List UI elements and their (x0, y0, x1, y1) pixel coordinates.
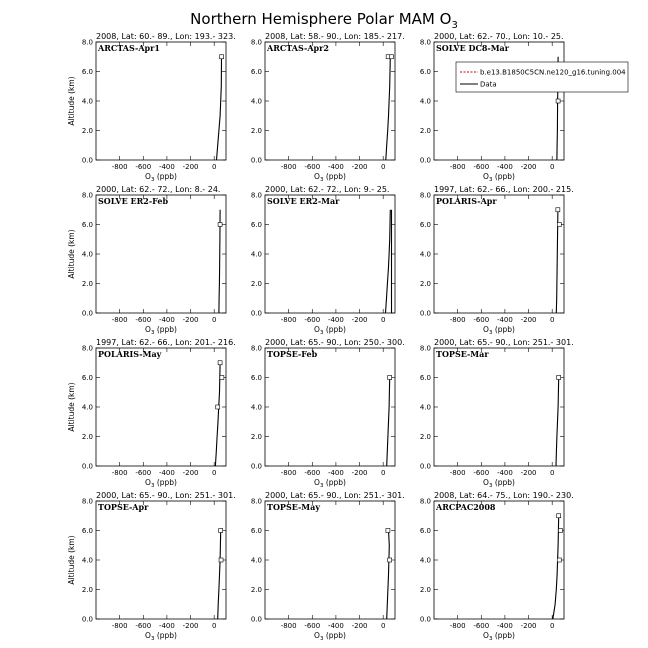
y-tick-label: 4.0 (250, 556, 262, 565)
y-tick-label: 8.0 (250, 497, 262, 506)
y-tick-label: 0.0 (250, 309, 262, 318)
panel-header: 2008, Lat: 60.- 89., Lon: 193.- 323. (96, 32, 236, 41)
x-tick-label: -600 (473, 622, 490, 630)
panel-tag: ARCPAC2008 (436, 502, 496, 512)
y-tick-label: 2.0 (250, 433, 262, 441)
y-tick-label: 2.0 (419, 280, 431, 288)
y-tick-label: 6.0 (250, 374, 262, 382)
legend (456, 62, 628, 92)
x-tick-label: -600 (304, 622, 321, 630)
x-tick-label: -200 (351, 622, 368, 630)
y-tick-label: 0.0 (81, 309, 93, 318)
panel-frame (265, 195, 395, 313)
x-tick-label: -200 (520, 622, 537, 630)
y-tick-label: 2.0 (81, 433, 93, 441)
x-axis-label: $O_3$ (ppb) (314, 478, 346, 489)
y-tick-label: 8.0 (81, 191, 93, 200)
panel-header: 2008, Lat: 58.- 90., Lon: 185.- 217. (265, 32, 405, 41)
x-tick-label: -200 (520, 469, 537, 477)
panel-header: 2000, Lat: 62.- 72., Lon: 9.- 25. (265, 185, 390, 194)
x-axis-label: $O_3$ (ppb) (483, 478, 515, 489)
x-tick-label: 0 (211, 316, 217, 324)
data-box-marker (558, 529, 562, 533)
data-profile-line (387, 378, 390, 467)
x-tick-label: -600 (135, 316, 152, 324)
y-axis-label: Altitude (km) (67, 382, 76, 432)
x-tick-label: 0 (549, 469, 555, 477)
x-axis-label: $O_3$ (ppb) (483, 325, 515, 336)
x-tick-label: -400 (496, 469, 513, 477)
panel-header: 2000, Lat: 65.- 90., Lon: 250.- 300. (265, 338, 405, 347)
x-tick-label: 0 (549, 163, 555, 171)
y-tick-label: 8.0 (419, 497, 431, 506)
y-tick-label: 4.0 (81, 403, 93, 412)
panel-12 (420, 491, 574, 642)
x-tick-label: 0 (549, 316, 555, 324)
panel-9 (420, 338, 574, 489)
y-tick-label: 4.0 (81, 250, 93, 259)
y-tick-label: 8.0 (419, 191, 431, 200)
panel-frame (434, 42, 564, 160)
x-tick-label: 0 (211, 622, 217, 630)
x-tick-label: -400 (327, 316, 344, 324)
y-tick-label: 2.0 (81, 127, 93, 135)
panel-8 (251, 338, 405, 489)
x-tick-label: 0 (549, 622, 555, 630)
panel-tag: SOLVE ER2-Feb (98, 196, 169, 206)
y-tick-label: 6.0 (81, 527, 93, 535)
x-tick-label: -200 (182, 622, 199, 630)
x-tick-label: -800 (111, 316, 128, 324)
panel-7 (67, 338, 236, 489)
y-tick-label: 4.0 (419, 250, 431, 259)
panel-frame (96, 42, 226, 160)
x-tick-label: -800 (280, 316, 297, 324)
panel-header: 2000, Lat: 65.- 90., Lon: 251.- 301. (96, 491, 236, 500)
x-axis-label: $O_3$ (ppb) (483, 631, 515, 642)
panel-frame (434, 195, 564, 313)
x-tick-label: -600 (135, 163, 152, 171)
data-profile-line (553, 516, 559, 619)
panel-tag: TOPSE-Feb (267, 349, 318, 359)
panel-frame (96, 195, 226, 313)
x-tick-label: 0 (211, 163, 217, 171)
y-tick-label: 8.0 (81, 497, 93, 506)
x-tick-label: 0 (380, 622, 386, 630)
data-box-marker (218, 223, 222, 227)
x-tick-label: -400 (158, 622, 175, 630)
x-tick-label: -800 (111, 163, 128, 171)
panel-header: 2000, Lat: 65.- 90., Lon: 251.- 301. (265, 491, 405, 500)
data-box-marker (219, 558, 223, 562)
panel-tag: TOPSE-May (267, 502, 320, 512)
data-profile-line (556, 378, 559, 467)
y-tick-label: 6.0 (250, 221, 262, 229)
y-tick-label: 0.0 (419, 462, 431, 471)
y-tick-label: 6.0 (81, 374, 93, 382)
x-axis-label: $O_3$ (ppb) (145, 478, 177, 489)
x-tick-label: -600 (135, 469, 152, 477)
y-tick-label: 2.0 (81, 280, 93, 288)
y-tick-label: 8.0 (250, 191, 262, 200)
legend-label: b.e13.B1850C5CN.ne120_g16.tuning.004 (480, 68, 626, 77)
data-profile-line (218, 531, 221, 620)
data-box-marker (388, 376, 392, 380)
panel-3 (420, 32, 564, 183)
panel-header: 2000, Lat: 62.- 72., Lon: 8.- 24. (96, 185, 221, 194)
y-tick-label: 0.0 (419, 156, 431, 165)
data-profile-line (215, 363, 220, 466)
panel-tag: SOLVE ER2-Mar (267, 196, 340, 206)
panel-tag: POLARIS-May (98, 349, 162, 359)
data-box-marker (556, 99, 560, 103)
y-tick-label: 0.0 (419, 615, 431, 624)
y-tick-label: 2.0 (250, 280, 262, 288)
y-tick-label: 2.0 (250, 586, 262, 594)
panel-frame (265, 501, 395, 619)
panel-tag: ARCTAS-Apr2 (267, 43, 329, 53)
y-tick-label: 0.0 (419, 309, 431, 318)
y-tick-label: 6.0 (419, 221, 431, 229)
x-axis-label: $O_3$ (ppb) (145, 172, 177, 183)
y-tick-label: 4.0 (81, 97, 93, 106)
x-tick-label: 0 (380, 163, 386, 171)
y-tick-label: 6.0 (81, 68, 93, 76)
panel-5 (251, 185, 395, 336)
x-tick-label: -400 (327, 469, 344, 477)
x-tick-label: -800 (111, 469, 128, 477)
panel-frame (434, 348, 564, 466)
x-tick-label: -600 (304, 163, 321, 171)
y-tick-label: 4.0 (250, 250, 262, 259)
x-tick-label: -800 (449, 622, 466, 630)
x-tick-label: -200 (182, 163, 199, 171)
y-tick-label: 4.0 (419, 556, 431, 565)
y-tick-label: 8.0 (250, 38, 262, 47)
x-axis-label: $O_3$ (ppb) (145, 325, 177, 336)
data-profile-line (386, 210, 391, 313)
x-tick-label: 0 (380, 316, 386, 324)
x-tick-label: -200 (351, 163, 368, 171)
panel-header: 2000, Lat: 65.- 90., Lon: 251.- 301. (434, 338, 574, 347)
x-axis-label: $O_3$ (ppb) (314, 325, 346, 336)
x-tick-label: -400 (496, 622, 513, 630)
y-tick-label: 8.0 (81, 38, 93, 47)
data-profile-line (217, 57, 222, 160)
panel-11 (251, 491, 405, 642)
y-tick-label: 0.0 (250, 156, 262, 165)
data-box-marker (220, 376, 224, 380)
y-tick-label: 4.0 (250, 97, 262, 106)
panel-tag: SOLVE DC8-Mar (436, 43, 509, 53)
x-axis-label: $O_3$ (ppb) (314, 172, 346, 183)
data-box-marker (216, 405, 220, 409)
x-axis-label: $O_3$ (ppb) (145, 631, 177, 642)
panel-header: 1997, Lat: 62.- 66., Lon: 200.- 215. (434, 185, 574, 194)
y-tick-label: 0.0 (81, 156, 93, 165)
panel-6 (420, 185, 574, 336)
panels-group (67, 32, 628, 642)
panel-4 (67, 185, 226, 336)
x-tick-label: -200 (351, 469, 368, 477)
x-tick-label: -400 (327, 163, 344, 171)
x-tick-label: -600 (304, 469, 321, 477)
x-axis-label: $O_3$ (ppb) (314, 631, 346, 642)
panel-header: 2008, Lat: 64.- 75., Lon: 190.- 230. (434, 491, 574, 500)
x-tick-label: -200 (520, 316, 537, 324)
panel-tag: ARCTAS-Apr1 (98, 43, 160, 53)
x-tick-label: -800 (280, 622, 297, 630)
panel-1 (67, 32, 236, 183)
x-tick-label: -800 (111, 622, 128, 630)
y-axis-label: Altitude (km) (67, 535, 76, 585)
x-tick-label: -400 (158, 163, 175, 171)
panel-tag: TOPSE-Apr (98, 502, 149, 512)
y-tick-label: 2.0 (81, 586, 93, 594)
y-tick-label: 2.0 (250, 127, 262, 135)
y-tick-label: 6.0 (419, 68, 431, 76)
x-tick-label: -600 (473, 316, 490, 324)
data-box-marker (557, 514, 561, 518)
y-tick-label: 4.0 (419, 403, 431, 412)
y-tick-label: 6.0 (250, 68, 262, 76)
x-axis-label: $O_3$ (ppb) (483, 172, 515, 183)
y-tick-label: 4.0 (81, 556, 93, 565)
x-tick-label: -800 (280, 163, 297, 171)
y-tick-label: 0.0 (250, 615, 262, 624)
legend-label: Data (480, 80, 497, 89)
y-tick-label: 0.0 (250, 462, 262, 471)
y-axis-label: Altitude (km) (67, 76, 76, 126)
data-box-marker (389, 55, 393, 59)
y-tick-label: 0.0 (81, 462, 93, 471)
x-tick-label: -400 (327, 622, 344, 630)
x-tick-label: -400 (496, 163, 513, 171)
x-tick-label: -400 (158, 469, 175, 477)
data-box-marker (386, 529, 390, 533)
y-tick-label: 8.0 (419, 38, 431, 47)
panel-2 (251, 32, 405, 183)
panel-10 (67, 491, 236, 642)
data-profile-line (386, 57, 391, 160)
y-tick-label: 8.0 (81, 344, 93, 353)
x-tick-label: -600 (304, 316, 321, 324)
panel-frame (434, 501, 564, 619)
y-tick-label: 2.0 (419, 586, 431, 594)
x-tick-label: -600 (473, 163, 490, 171)
y-tick-label: 0.0 (81, 615, 93, 624)
x-tick-label: -200 (351, 316, 368, 324)
data-box-marker (556, 208, 560, 212)
y-tick-label: 2.0 (419, 433, 431, 441)
panel-frame (96, 501, 226, 619)
y-tick-label: 2.0 (419, 127, 431, 135)
panel-header: 1997, Lat: 62.- 66., Lon: 201.- 216. (96, 338, 236, 347)
x-tick-label: -200 (182, 316, 199, 324)
x-tick-label: -800 (449, 316, 466, 324)
data-box-marker (557, 223, 561, 227)
x-tick-label: -400 (496, 316, 513, 324)
y-tick-label: 4.0 (419, 97, 431, 106)
y-tick-label: 4.0 (250, 403, 262, 412)
x-tick-label: -600 (135, 622, 152, 630)
data-box-marker (557, 558, 561, 562)
x-tick-label: 0 (380, 469, 386, 477)
data-box-marker (219, 529, 223, 533)
y-tick-label: 6.0 (81, 221, 93, 229)
x-tick-label: -800 (280, 469, 297, 477)
panel-header: 2000, Lat: 62.- 70., Lon: 10.- 25. (434, 32, 564, 41)
data-box-marker (557, 376, 561, 380)
y-tick-label: 6.0 (419, 374, 431, 382)
data-box-marker (218, 361, 222, 365)
x-tick-label: -600 (473, 469, 490, 477)
x-tick-label: 0 (211, 469, 217, 477)
y-tick-label: 8.0 (419, 344, 431, 353)
panel-frame (265, 42, 395, 160)
panel-frame (96, 348, 226, 466)
y-tick-label: 6.0 (419, 527, 431, 535)
panel-tag: TOPSE-Mar (436, 349, 489, 359)
x-tick-label: -800 (449, 163, 466, 171)
data-profile-line (387, 531, 390, 620)
data-box-marker (220, 55, 224, 59)
panel-tag: POLARIS-Apr (436, 196, 497, 206)
x-tick-label: -200 (520, 163, 537, 171)
y-tick-label: 6.0 (250, 527, 262, 535)
x-tick-label: -200 (182, 469, 199, 477)
data-box-marker (388, 558, 392, 562)
y-axis-label: Altitude (km) (67, 229, 76, 279)
figure-title: Northern Hemisphere Polar MAM $O_3$ (190, 10, 458, 31)
x-tick-label: -400 (158, 316, 175, 324)
x-tick-label: -800 (449, 469, 466, 477)
panel-frame (265, 348, 395, 466)
y-tick-label: 8.0 (250, 344, 262, 353)
